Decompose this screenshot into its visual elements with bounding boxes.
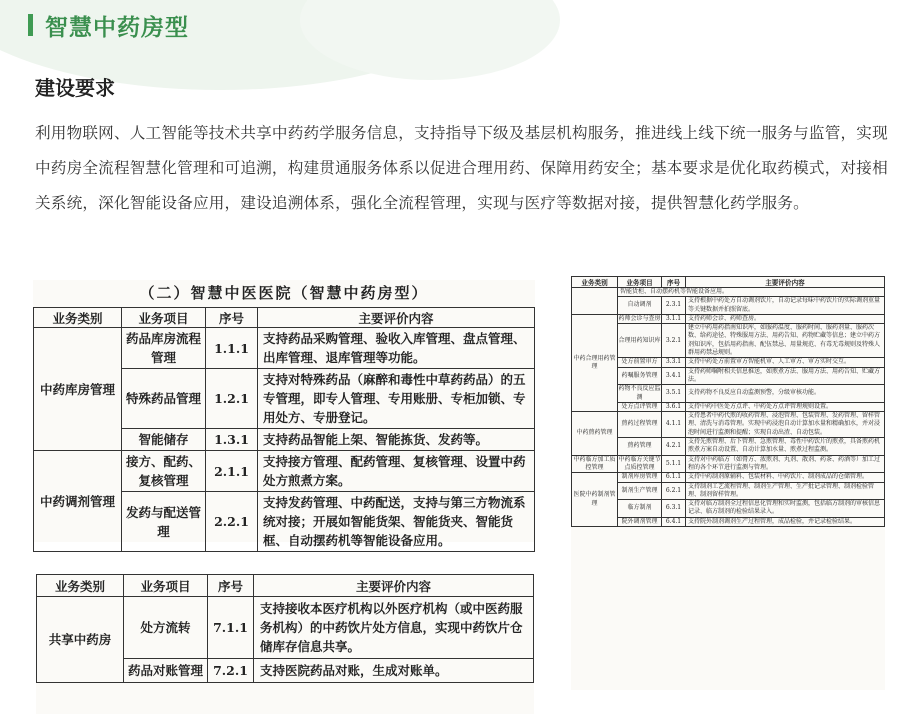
table-cell: 药品对账管理: [124, 659, 208, 683]
table-cell: 4.2.1: [662, 438, 686, 456]
table-cell: 建立中药用药指南知识库，如服药温度、服药时间、服药剂量、服药次数、给药途径、特殊服用方法、用药告知、药物贮藏等信息；建立中药方剂知识库，包括用药指南、配伍禁忌、用量规范、有毒无毒规则及特殊人群用药禁忌规则。: [686, 324, 885, 358]
table-cell: 7.2.1: [208, 659, 254, 683]
table-cell: [572, 288, 618, 315]
table-cell: 4.1.1: [662, 412, 686, 438]
table-cell: 6.2.1: [662, 482, 686, 500]
table-row: [572, 455, 885, 473]
table-cell: 发药与配送管理: [122, 492, 206, 552]
table-cell: 支持医院药品对账，生成对账单。: [254, 659, 534, 683]
table-cell: 药品库房流程管理: [122, 328, 206, 369]
table-row: [572, 297, 885, 315]
table-row: [34, 328, 535, 369]
table-cell: 支持中药制剂原辅料、包装材料、中药饮片、制剂成品的仓储管理。: [686, 473, 885, 482]
table-cell: 药物不良反应监测: [618, 385, 661, 401]
table-cell: 接方、配药、复核管理: [122, 451, 206, 492]
table-cell: 煎药管理: [618, 438, 662, 456]
table-cell: 支持药物不良反应自动监测预警，分级审核功能。: [686, 385, 885, 403]
col-header: 业务类别: [37, 575, 124, 597]
table-cell: 自动调剂: [618, 297, 662, 315]
table-cell: 3.1.1: [662, 314, 686, 323]
table-row: [572, 358, 885, 367]
table-cell: 1.1.1: [206, 328, 258, 369]
table-row: [572, 517, 885, 526]
table-row: [572, 500, 885, 518]
col-header: 序号: [662, 277, 686, 288]
table-1: [33, 307, 535, 552]
table-cell: 院外调剂管理: [618, 517, 662, 526]
table-2: [36, 574, 534, 683]
table-cell: 临方制剂: [618, 500, 662, 518]
table-cell: 6.3.1: [662, 500, 686, 518]
table-row: [572, 473, 885, 482]
table-cell: 2.3.1: [662, 297, 686, 315]
table-header-row: [34, 308, 535, 328]
page-title: [28, 12, 189, 41]
table-cell: 1.3.1: [206, 429, 258, 451]
col-header: 业务项目: [122, 308, 206, 328]
table-cell: 中药合理用药管理: [572, 314, 618, 411]
table-cell: 2.2.1: [206, 492, 258, 552]
table-cell: 支持接方管理、配药管理、复核管理、设置中药处方煎煮方案。: [258, 451, 535, 492]
table-row: [572, 324, 885, 358]
table-cell: 3.2.1: [662, 324, 686, 358]
table-cell: 中药临方关键节点质控管理: [618, 455, 661, 471]
table-cell: 支持发药管理、中药配送，支持与第三方物流系统对接；开展如智能货架、智能货夹、智能货框、自动摆药机等智能设备应用。: [258, 492, 535, 552]
table-cell: 支持先煎管理、后下管理、急煎管理、毒性中药饮片的煎煮，具备煎药机煎煮方案自动设置、自动计算加水量、煎煮过程监测。: [686, 438, 885, 456]
table-cell: 智能货柜、自动摆药机等智能设备应用。: [618, 288, 885, 297]
table-cell: 支持中药中医处方点评、中药处方点评管理规则设置。: [686, 402, 885, 411]
table-cell: 7.1.1: [208, 597, 254, 659]
table-row: [572, 438, 885, 456]
table-row: [572, 402, 885, 411]
section-heading: 建设要求: [35, 76, 115, 100]
table-cell: 中药煎药管理: [572, 412, 618, 455]
table-cell: 3.6.1: [662, 402, 686, 411]
table-cell: 医院中药制剂管理: [572, 473, 618, 527]
col-header: 业务类别: [572, 277, 618, 288]
table-cell: 6.4.1: [662, 517, 686, 526]
table-row: [34, 451, 535, 492]
table-row: [572, 412, 885, 438]
table-cell: 合理用药知识库: [618, 324, 662, 358]
table-cell: 支持药师嘱咐相关信息推送，如煎煮方法、服用方法、用药告知、贮藏方法。: [686, 367, 885, 385]
table-cell: 处方点评管理: [618, 402, 662, 411]
table-cell: 支持根据中药处方自动调剂饮片，自动记录每味中药饮片的实际调剂重量等关键数据并拍照留底。: [686, 297, 885, 315]
col-header: 业务项目: [618, 277, 662, 288]
table-cell: 支持药品智能上架、智能拣货、发药等。: [258, 429, 535, 451]
table-cell: 支持制剂工艺流程管理、制剂生产管理、生产批记录管理、制剂检验管理、制剂留样管理。: [686, 482, 885, 500]
col-header: 序号: [206, 308, 258, 328]
table-cell: 共享中药房: [37, 597, 124, 683]
table-caption: （二）智慧中医医院（智慧中药房型）: [139, 284, 429, 302]
table-cell: 支持院外制剂调剂生产过程管理，成品检验，并记录检验结果。: [686, 517, 885, 526]
table-cell: 特殊药品管理: [122, 369, 206, 429]
table-cell: 中药临方加工质控管理: [573, 455, 616, 471]
table-cell: 支持对临方制剂全过程信息化管理和实时监测，包括临方制剂的审核信息记录、临方制剂的检验结果录入。: [686, 500, 885, 518]
table-scan-1: [33, 280, 535, 548]
table-cell: 3.3.1: [662, 358, 686, 367]
table-scan-3: [571, 276, 885, 690]
table-cell: 处方前置审方: [618, 358, 662, 367]
table-row: [572, 288, 885, 297]
col-header: 主要评价内容: [686, 277, 885, 288]
table-cell: 药嘱服务管理: [618, 367, 662, 385]
table-cell: 制剂生产管理: [618, 482, 662, 500]
table-cell: 1.2.1: [206, 369, 258, 429]
table-cell: 支持对特殊药品（麻醉和毒性中草药药品）的五专管理，即专人管理、专用账册、专柜加锁、专用处方、专册登记。: [258, 369, 535, 429]
table-cell: 药师会诊与查房: [618, 314, 661, 322]
table-cell: 3.5.1: [662, 385, 686, 403]
table-cell: 5.1.1: [662, 455, 686, 473]
table-cell: 中药库房管理: [34, 328, 122, 451]
table-row: [572, 385, 885, 403]
table-cell: 煎药过程管理: [618, 412, 662, 438]
table-cell: 6.1.1: [662, 473, 686, 482]
table-header-row: [572, 277, 885, 288]
col-header: 业务项目: [124, 575, 208, 597]
table-cell: 中药调剂管理: [34, 451, 122, 552]
table-cell: 支持接收本医疗机构以外医疗机构（或中医药服务机构）的中药饮片处方信息，实现中药饮片仓储库存信息共享。: [254, 597, 534, 659]
table-cell: 支持中药处方前置审方智能机审、人工审方、审方实时交互。: [686, 358, 885, 367]
table-cell: 2.1.1: [206, 451, 258, 492]
table-cell: 支持药品采购管理、验收入库管理、盘点管理、出库管理、退库管理等功能。: [258, 328, 535, 369]
table-cell: 智能储存: [122, 429, 206, 451]
col-header: 主要评价内容: [258, 308, 535, 328]
table-row: [572, 482, 885, 500]
table-cell: 支持患者中药代煎的收药管理、浸泡管理、包装管理、发药管理、留样管理、清洗与消毒管理。实现中药浸泡自动计算加水量和精确加水，并对浸泡时间进行监测和提醒；实现自动出渣、自动包装。: [686, 412, 885, 438]
table-header-row: [37, 575, 534, 597]
table-cell: 支持药师会诊、药师查房。: [686, 314, 885, 323]
table-row: [572, 367, 885, 385]
table-cell: 处方流转: [124, 597, 208, 659]
table-cell: 3.4.1: [662, 367, 686, 385]
table-row: [572, 314, 885, 323]
table-cell: 支持对中药临方（如膏方、浓煎剂、丸剂、散剂、药茶、药酒等）加工过程的各个环节进行监测与管理。: [686, 455, 885, 473]
table-scan-2: [36, 574, 534, 714]
title-accent-bar: [28, 14, 33, 36]
table-3: [571, 276, 885, 527]
table-row: [37, 597, 534, 659]
page-title-text: 智慧中药房型: [45, 14, 189, 41]
table-cell: 制剂库房管理: [618, 473, 662, 482]
section-paragraph: 利用物联网、人工智能等技术共享中药药学服务信息，支持指导下级及基层机构服务，推进线上线下统一服务与监管，实现中药房全流程智慧化管理和可追溯，构建贯通服务体系以促进合理用药、保障用药安全；基本要求是优化取药模式，对接相关系统，深化智能设备应用，建设追溯体系，强化全流程管理，实现与医疗等数据对接，提供智慧化药学服务。: [35, 124, 888, 212]
col-header: 序号: [208, 575, 254, 597]
col-header: 主要评价内容: [254, 575, 534, 597]
col-header: 业务类别: [34, 308, 122, 328]
